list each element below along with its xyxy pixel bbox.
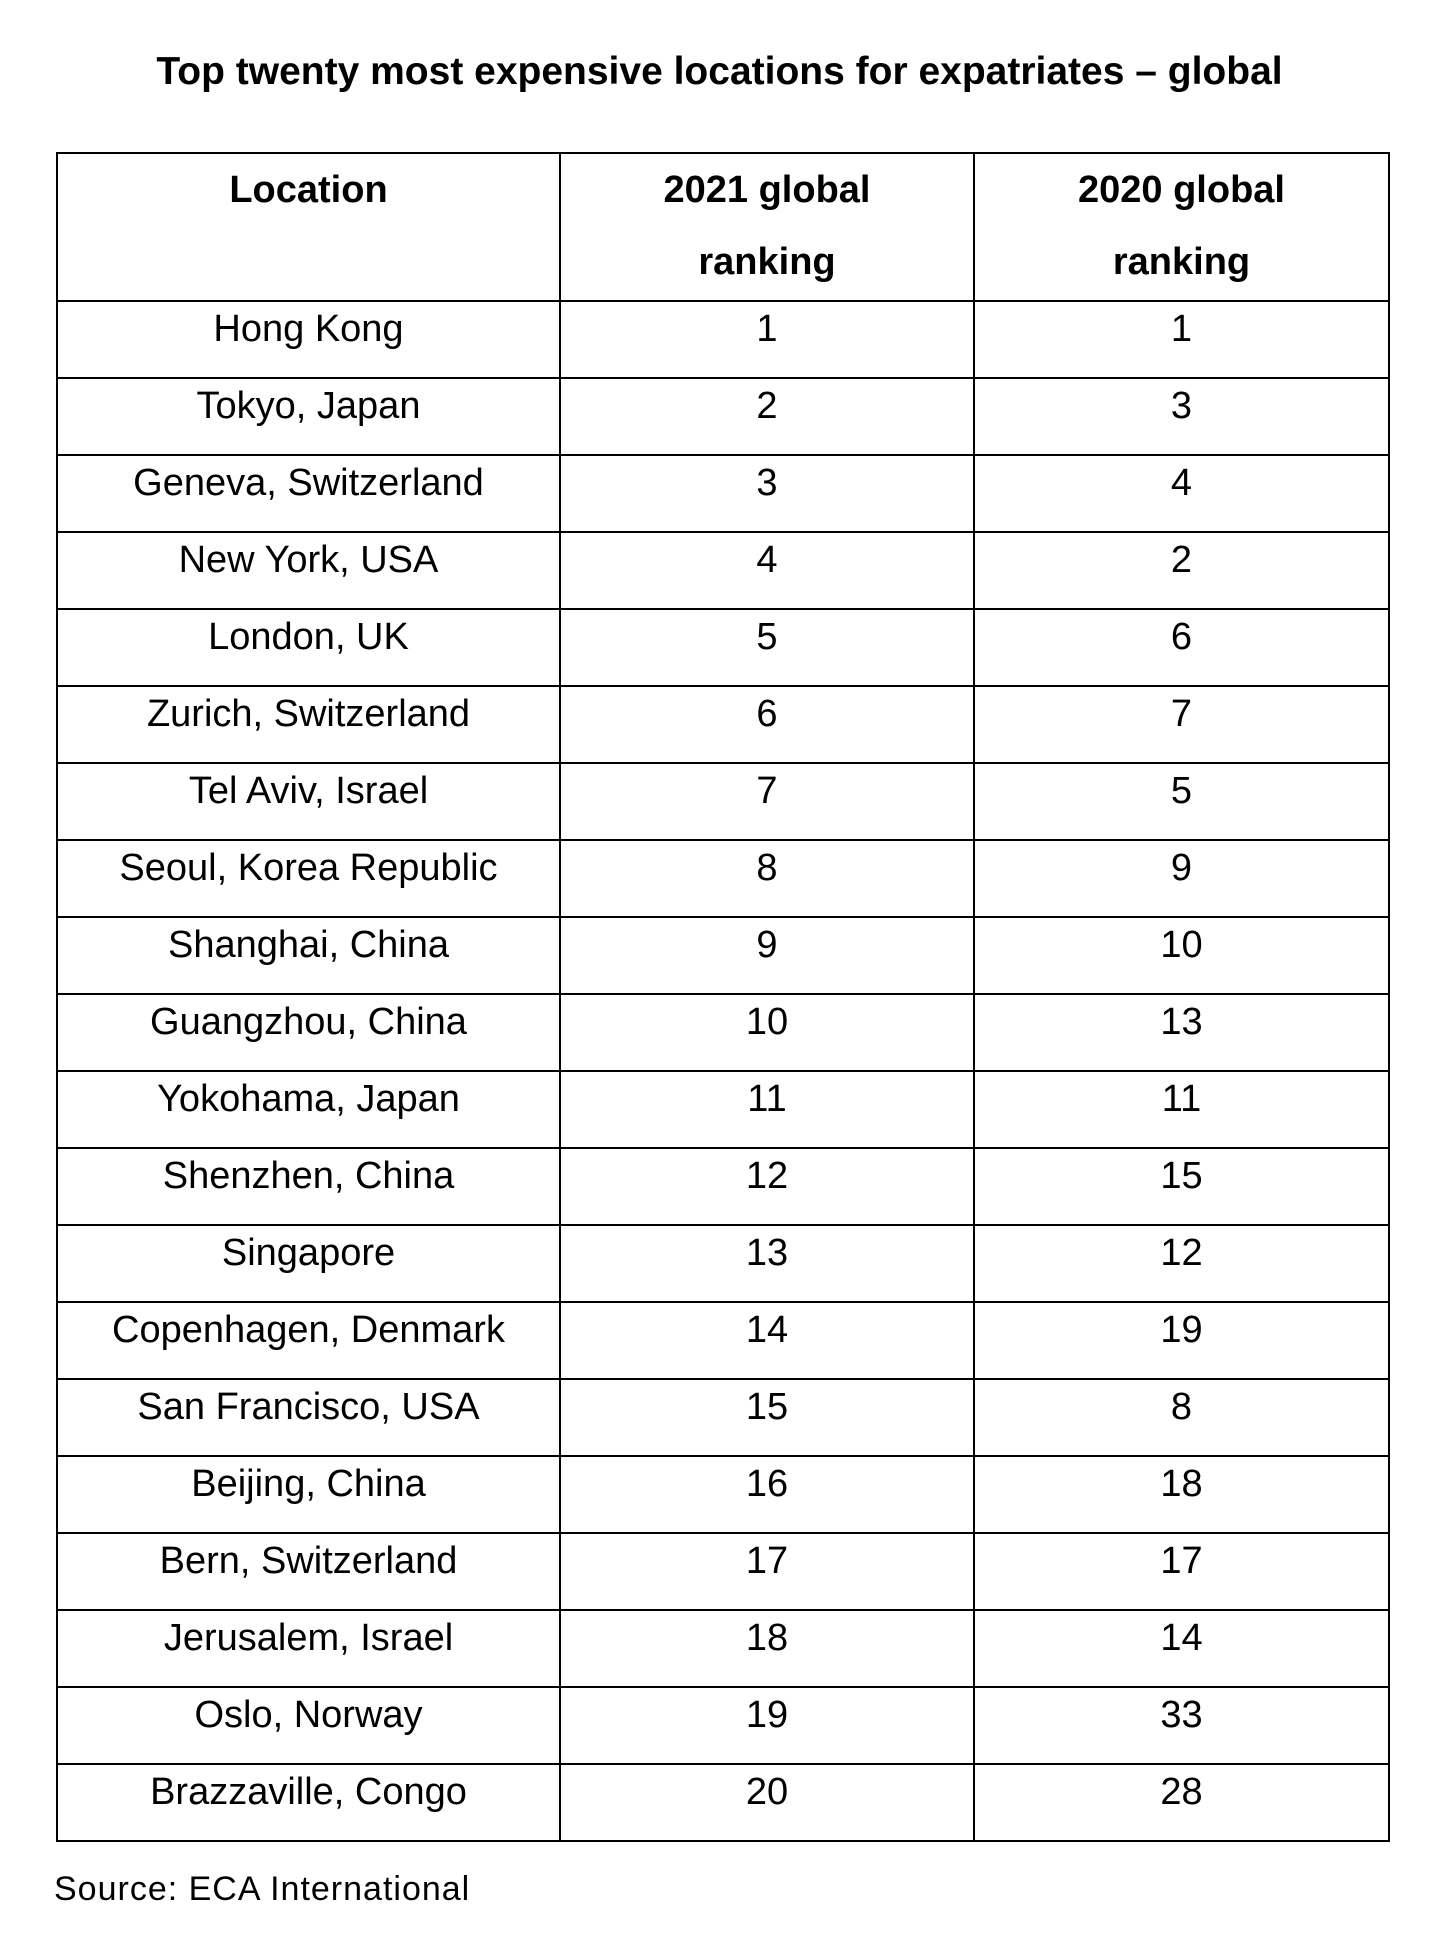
table-row — [57, 1764, 1389, 1841]
cell-location: Yokohama, Japan — [57, 1071, 560, 1148]
cell-rank-2021: 14 — [560, 1302, 974, 1379]
table-row — [57, 763, 1389, 840]
cell-rank-2021: 2 — [560, 378, 974, 455]
cell-rank-2020: 17 — [974, 1533, 1389, 1610]
cell-location: Tel Aviv, Israel — [57, 763, 560, 840]
cell-rank-2020: 8 — [974, 1379, 1389, 1456]
cell-rank-2021: 10 — [560, 994, 974, 1071]
table-row — [57, 1379, 1389, 1456]
table-row — [57, 994, 1389, 1071]
cell-location: Shanghai, China — [57, 917, 560, 994]
cell-location: Hong Kong — [57, 301, 560, 378]
cell-rank-2021: 13 — [560, 1225, 974, 1302]
cell-location: Guangzhou, China — [57, 994, 560, 1071]
table-header-row — [57, 153, 1389, 301]
cell-rank-2021: 18 — [560, 1610, 974, 1687]
table-row — [57, 378, 1389, 455]
table-row — [57, 1687, 1389, 1764]
cell-rank-2021: 15 — [560, 1379, 974, 1456]
header-2020-ranking — [974, 153, 1389, 301]
header-2020-line1: 2020 global — [1078, 169, 1285, 211]
cell-rank-2020: 9 — [974, 840, 1389, 917]
cell-rank-2020: 15 — [974, 1148, 1389, 1225]
table-row — [57, 1533, 1389, 1610]
cell-rank-2020: 13 — [974, 994, 1389, 1071]
cell-location: Brazzaville, Congo — [57, 1764, 560, 1841]
page-title: Top twenty most expensive locations for expatriates – global — [156, 50, 1283, 93]
cell-location: London, UK — [57, 609, 560, 686]
cell-location: Seoul, Korea Republic — [57, 840, 560, 917]
cell-rank-2020: 12 — [974, 1225, 1389, 1302]
cell-rank-2021: 9 — [560, 917, 974, 994]
cell-location: Beijing, China — [57, 1456, 560, 1533]
cell-location: Copenhagen, Denmark — [57, 1302, 560, 1379]
table-row — [57, 1610, 1389, 1687]
cell-rank-2020: 28 — [974, 1764, 1389, 1841]
table-body — [57, 301, 1389, 1841]
cell-rank-2020: 33 — [974, 1687, 1389, 1764]
ranking-table — [56, 152, 1390, 1842]
table-row — [57, 532, 1389, 609]
cell-rank-2020: 11 — [974, 1071, 1389, 1148]
header-location — [57, 153, 560, 301]
cell-rank-2021: 7 — [560, 763, 974, 840]
cell-rank-2021: 17 — [560, 1533, 974, 1610]
cell-rank-2020: 1 — [974, 301, 1389, 378]
source-note: Source: ECA International — [54, 1870, 471, 1908]
cell-location: Geneva, Switzerland — [57, 455, 560, 532]
header-2021-line1: 2021 global — [663, 169, 871, 211]
cell-rank-2020: 7 — [974, 686, 1389, 763]
table-row — [57, 840, 1389, 917]
header-location-label: Location — [229, 169, 388, 211]
header-2021-ranking — [560, 153, 974, 301]
cell-location: Tokyo, Japan — [57, 378, 560, 455]
header-2021-line2: ranking — [698, 241, 836, 283]
cell-rank-2020: 2 — [974, 532, 1389, 609]
table-row — [57, 301, 1389, 378]
cell-rank-2021: 19 — [560, 1687, 974, 1764]
table-row — [57, 609, 1389, 686]
cell-rank-2021: 4 — [560, 532, 974, 609]
cell-rank-2020: 4 — [974, 455, 1389, 532]
cell-location: Singapore — [57, 1225, 560, 1302]
table-row — [57, 917, 1389, 994]
cell-rank-2021: 12 — [560, 1148, 974, 1225]
table-row — [57, 1302, 1389, 1379]
header-2020-line2: ranking — [1112, 241, 1251, 283]
table-row — [57, 1225, 1389, 1302]
cell-rank-2021: 6 — [560, 686, 974, 763]
cell-location: Jerusalem, Israel — [57, 1610, 560, 1687]
cell-rank-2020: 6 — [974, 609, 1389, 686]
cell-rank-2021: 1 — [560, 301, 974, 378]
cell-location: Bern, Switzerland — [57, 1533, 560, 1610]
cell-rank-2021: 20 — [560, 1764, 974, 1841]
cell-rank-2020: 18 — [974, 1456, 1389, 1533]
cell-rank-2021: 11 — [560, 1071, 974, 1148]
cell-location: Zurich, Switzerland — [57, 686, 560, 763]
cell-rank-2020: 3 — [974, 378, 1389, 455]
cell-rank-2020: 14 — [974, 1610, 1389, 1687]
table-row — [57, 1456, 1389, 1533]
cell-rank-2021: 8 — [560, 840, 974, 917]
cell-location: New York, USA — [57, 532, 560, 609]
cell-location: Oslo, Norway — [57, 1687, 560, 1764]
cell-rank-2021: 5 — [560, 609, 974, 686]
table-row — [57, 1071, 1389, 1148]
cell-location: San Francisco, USA — [57, 1379, 560, 1456]
cell-location: Shenzhen, China — [57, 1148, 560, 1225]
cell-rank-2021: 16 — [560, 1456, 974, 1533]
cell-rank-2021: 3 — [560, 455, 974, 532]
table-row — [57, 455, 1389, 532]
cell-rank-2020: 10 — [974, 917, 1389, 994]
cell-rank-2020: 5 — [974, 763, 1389, 840]
table-row — [57, 686, 1389, 763]
cell-rank-2020: 19 — [974, 1302, 1389, 1379]
table-row — [57, 1148, 1389, 1225]
